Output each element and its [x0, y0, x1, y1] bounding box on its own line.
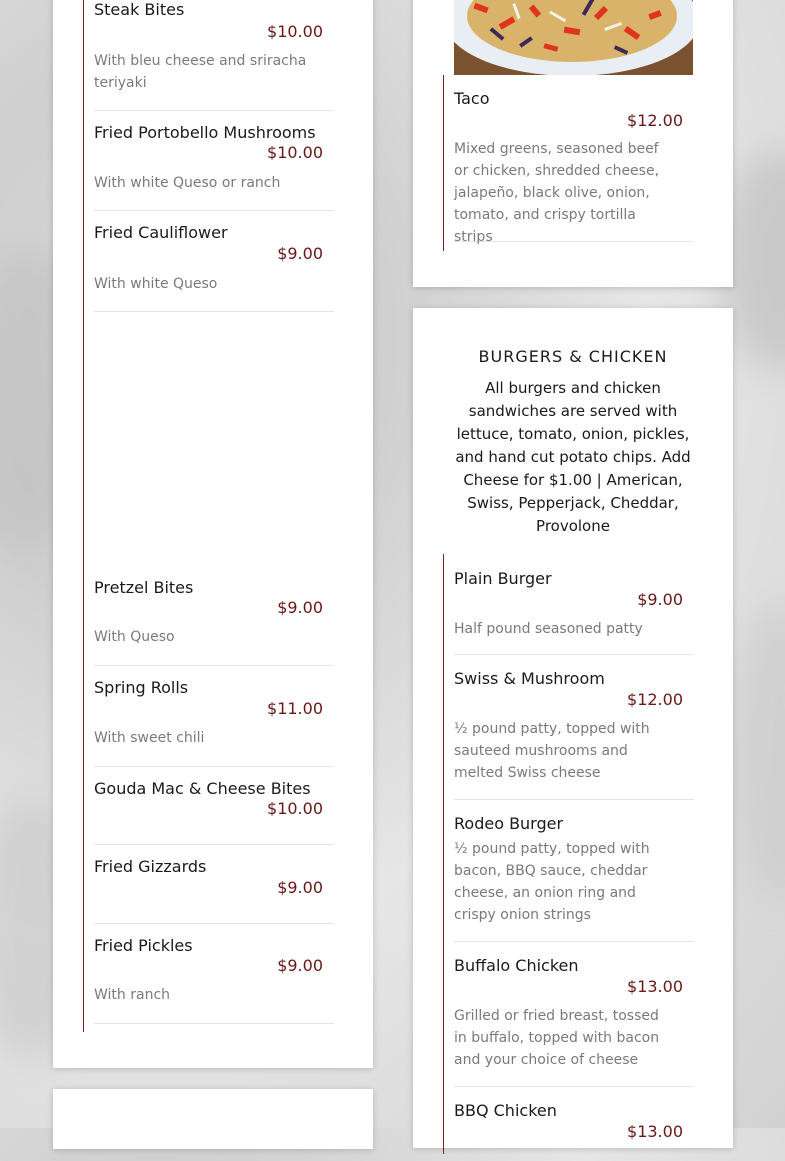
background-blur: [730, 600, 785, 900]
menu-item: [94, 123, 334, 211]
item-description: With bleu cheese and sriracha teriyaki: [94, 53, 307, 91]
item-price: $13.00: [627, 977, 683, 996]
item-name: Steak Bites: [94, 0, 185, 19]
item-description: Half pound seasoned patty: [454, 621, 643, 637]
item-name: Taco: [454, 89, 490, 108]
section-subtitle: All burgers and chicken sandwiches are served with lettuce, tomato, onion, pickles, and hand cut potato chips. Add Cheese for $1.00 | American, Swiss, Pepperjack, Cheddar, Provolone: [455, 379, 691, 535]
item-name: Swiss & Mushroom: [454, 669, 605, 688]
item-description: With white Queso: [94, 276, 218, 292]
item-description: Mixed greens, seasoned beef or chicken, shredded cheese, jalapeño, black olive, onion, tomato, and crispy tortilla strips: [454, 141, 660, 245]
item-price: $9.00: [277, 598, 323, 617]
item-description: Grilled or fried breast, tossed in buffalo, topped with bacon and your choice of cheese: [454, 1008, 660, 1068]
item-name: Rodeo Burger: [454, 814, 564, 833]
menu-item: [454, 814, 694, 942]
item-price: $13.00: [627, 1122, 683, 1141]
menu-item: [454, 669, 694, 800]
item-description: ½ pound patty, topped with bacon, BBQ sauce, cheddar cheese, an onion ring and crispy onion strings: [454, 841, 650, 923]
item-name: Fried Gizzards: [94, 857, 207, 876]
menu-item: [94, 678, 334, 767]
item-description: With white Queso or ranch: [94, 175, 281, 191]
item-description: With Queso: [94, 629, 175, 645]
item-description: With ranch: [94, 987, 171, 1003]
burgers-list: [443, 554, 694, 1154]
item-price: $12.00: [627, 690, 683, 709]
menu-item: [94, 936, 334, 1024]
item-price: $9.00: [277, 956, 323, 975]
item-price: $9.00: [277, 878, 323, 897]
item-name: Fried Pickles: [94, 936, 193, 955]
menu-item: [94, 857, 334, 924]
item-name: Pretzel Bites: [94, 578, 194, 597]
burgers-card: [413, 308, 733, 1148]
item-price: $11.00: [267, 699, 323, 718]
item-description: With sweet chili: [94, 730, 205, 746]
menu-item: [94, 779, 334, 845]
item-price: $10.00: [267, 799, 323, 818]
appetizers-card: [53, 0, 373, 1068]
item-name: Plain Burger: [454, 569, 552, 588]
item-name: Fried Cauliflower: [94, 223, 228, 242]
item-description: ½ pound patty, topped with sauteed mushrooms and melted Swiss cheese: [454, 721, 650, 781]
section-title: BURGERS & CHICKEN: [478, 347, 668, 366]
item-price: $9.00: [637, 590, 683, 609]
item-name: Buffalo Chicken: [454, 956, 579, 975]
next-section-card: [53, 1089, 373, 1149]
menu-item: [454, 89, 693, 245]
item-name: Spring Rolls: [94, 678, 189, 697]
salads-list: [443, 75, 694, 251]
item-name: Gouda Mac & Cheese Bites: [94, 779, 311, 798]
item-name: Fried Portobello Mushrooms: [94, 123, 316, 142]
appetizers-list: [83, 0, 334, 1032]
salad-photo: [454, 0, 693, 75]
salad-photo-image: [454, 0, 693, 75]
item-name: BBQ Chicken: [454, 1101, 557, 1120]
item-price: $12.00: [627, 111, 683, 130]
menu-item: [454, 569, 694, 655]
menu-item: [94, 578, 334, 666]
menu-item: [94, 223, 334, 312]
menu-item: [454, 956, 694, 1087]
menu-item: [454, 1101, 694, 1161]
item-price: $9.00: [277, 244, 323, 263]
item-price: $10.00: [267, 143, 323, 162]
menu-item: [94, 0, 334, 111]
item-price: $10.00: [267, 22, 323, 41]
